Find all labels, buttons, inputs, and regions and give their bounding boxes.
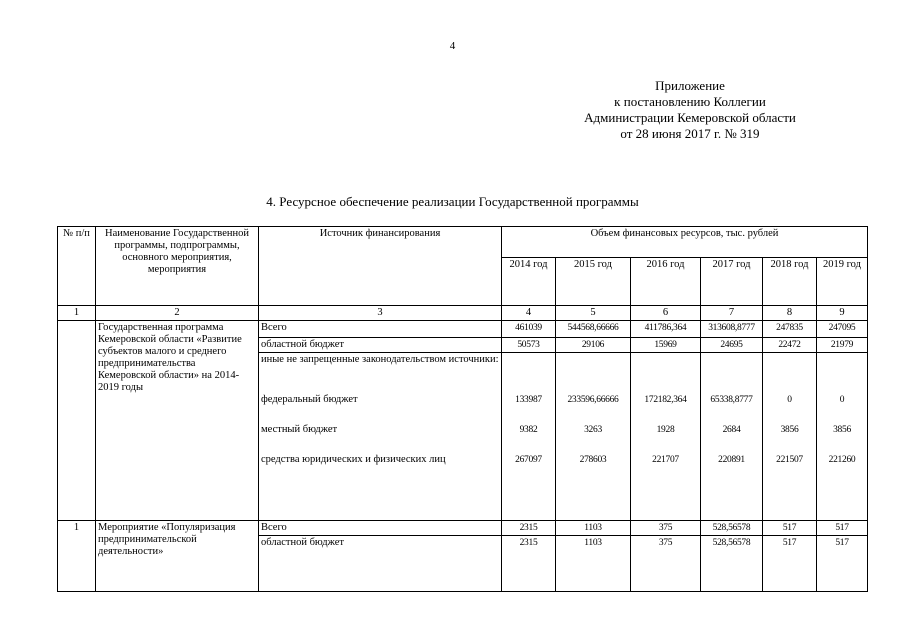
value-cell: 517 xyxy=(817,536,868,592)
value-cell: 517 xyxy=(763,521,817,536)
value-cell: 3263 xyxy=(556,423,631,453)
measure-name: Мероприятие «Популяризация предпринимательской деятельности» xyxy=(96,521,259,592)
source-cell: федеральный бюджет xyxy=(259,393,502,423)
value-cell: 313608,8777 xyxy=(701,321,763,338)
row-no xyxy=(58,321,96,521)
source-cell: иные не запрещенные законодательством источники: xyxy=(259,353,502,393)
value-cell: 15969 xyxy=(631,338,701,353)
value-cell: 1103 xyxy=(556,536,631,592)
value-cell: 9382 xyxy=(502,423,556,453)
value-cell: 21979 xyxy=(817,338,868,353)
col-number: 2 xyxy=(96,306,259,321)
value-cell: 247095 xyxy=(817,321,868,338)
value-cell: 22472 xyxy=(763,338,817,353)
col-number: 9 xyxy=(817,306,868,321)
header-name: Наименование Государственной программы, подпрограммы, основного мероприятия, мероприятия xyxy=(96,227,259,306)
value-cell: 50573 xyxy=(502,338,556,353)
value-cell: 3856 xyxy=(763,423,817,453)
value-cell xyxy=(701,353,763,393)
appendix-line: Администрации Кемеровской области xyxy=(584,110,796,125)
section-title: 4. Ресурсное обеспечение реализации Государственной программы xyxy=(266,194,639,209)
value-cell: 221707 xyxy=(631,453,701,521)
table-row xyxy=(58,321,868,338)
table-row xyxy=(58,521,868,536)
header-year: 2017 год xyxy=(701,258,763,306)
header-volume: Объем финансовых ресурсов, тыс. рублей xyxy=(502,227,868,258)
value-cell: 411786,364 xyxy=(631,321,701,338)
col-number: 5 xyxy=(556,306,631,321)
col-number: 1 xyxy=(58,306,96,321)
value-cell: 221507 xyxy=(763,453,817,521)
value-cell: 2315 xyxy=(502,536,556,592)
value-cell: 247835 xyxy=(763,321,817,338)
col-number: 7 xyxy=(701,306,763,321)
value-cell: 375 xyxy=(631,536,701,592)
value-cell: 1103 xyxy=(556,521,631,536)
program-name: Государственная программа Кемеровской области «Развитие субъектов малого и среднего предпринимательства Кемеровской области» на 2014-2019 годы xyxy=(96,321,259,521)
col-number: 8 xyxy=(763,306,817,321)
value-cell: 220891 xyxy=(701,453,763,521)
appendix-line: к постановлению Коллегии xyxy=(614,94,766,109)
value-cell: 29106 xyxy=(556,338,631,353)
value-cell: 1928 xyxy=(631,423,701,453)
value-cell: 267097 xyxy=(502,453,556,521)
value-cell: 517 xyxy=(817,521,868,536)
header-year: 2014 год xyxy=(502,258,556,306)
col-number: 4 xyxy=(502,306,556,321)
source-cell: областной бюджет xyxy=(259,536,502,592)
col-number: 6 xyxy=(631,306,701,321)
header-year: 2015 год xyxy=(556,258,631,306)
value-cell: 375 xyxy=(631,521,701,536)
appendix-line: Приложение xyxy=(655,78,725,93)
value-cell: 2315 xyxy=(502,521,556,536)
value-cell: 528,56578 xyxy=(701,536,763,592)
value-cell: 221260 xyxy=(817,453,868,521)
value-cell: 2684 xyxy=(701,423,763,453)
value-cell: 544568,66666 xyxy=(556,321,631,338)
value-cell: 133987 xyxy=(502,393,556,423)
header-source: Источник финансирования xyxy=(259,227,502,306)
value-cell: 172182,364 xyxy=(631,393,701,423)
value-cell: 517 xyxy=(763,536,817,592)
value-cell: 528,56578 xyxy=(701,521,763,536)
source-cell: Всего xyxy=(259,321,502,338)
value-cell: 65338,8777 xyxy=(701,393,763,423)
header-year: 2016 год xyxy=(631,258,701,306)
value-cell: 0 xyxy=(817,393,868,423)
value-cell: 461039 xyxy=(502,321,556,338)
header-no: № п/п xyxy=(58,227,96,306)
source-cell: областной бюджет xyxy=(259,338,502,353)
value-cell: 0 xyxy=(763,393,817,423)
page-number: 4 xyxy=(449,40,456,52)
value-cell: 3856 xyxy=(817,423,868,453)
value-cell: 24695 xyxy=(701,338,763,353)
value-cell xyxy=(817,353,868,393)
appendix-block xyxy=(560,78,820,142)
value-cell xyxy=(502,353,556,393)
header-year: 2018 год xyxy=(763,258,817,306)
resource-table xyxy=(57,226,868,592)
value-cell xyxy=(556,353,631,393)
value-cell: 233596,66666 xyxy=(556,393,631,423)
col-number: 3 xyxy=(259,306,502,321)
value-cell xyxy=(763,353,817,393)
value-cell xyxy=(631,353,701,393)
value-cell: 278603 xyxy=(556,453,631,521)
source-cell: местный бюджет xyxy=(259,423,502,453)
source-cell: Всего xyxy=(259,521,502,536)
appendix-line: от 28 июня 2017 г. № 319 xyxy=(620,126,760,141)
row-no: 1 xyxy=(58,521,96,592)
header-year: 2019 год xyxy=(817,258,868,306)
source-cell: средства юридических и физических лиц xyxy=(259,453,502,521)
